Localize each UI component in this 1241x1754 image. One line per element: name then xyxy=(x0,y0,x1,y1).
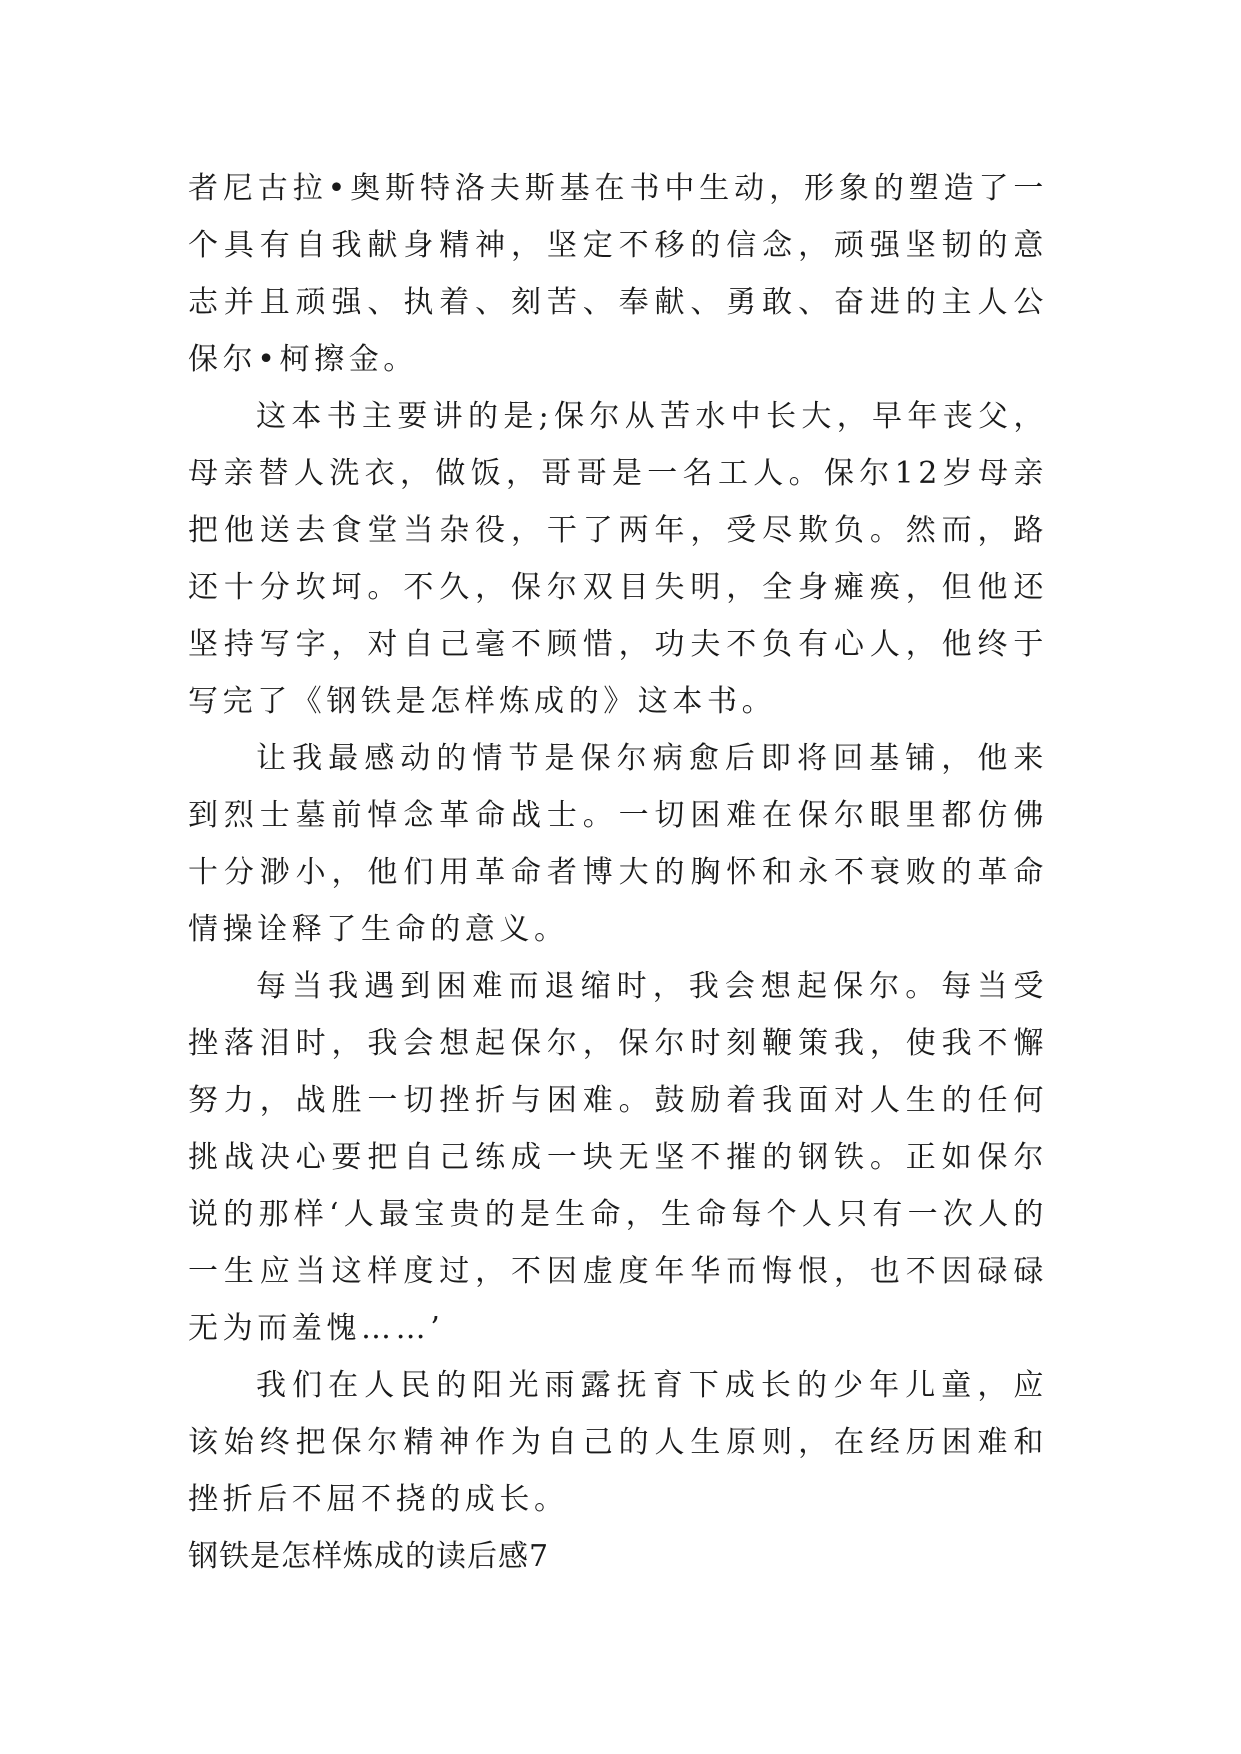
document-body xyxy=(188,160,1048,1585)
paragraph-conclusion: 我们在人民的阳光雨露抚育下成长的少年儿童，应该始终把保尔精神作为自己的人生原则，在经历困难和挫折后不屈不挠的成长。 xyxy=(188,1368,1048,1517)
paragraph-continued: 者尼古拉•奥斯特洛夫斯基在书中生动，形象的塑造了一个具有自我献身精神，坚定不移的信念，顽强坚韧的意志并且顽强、执着、刻苦、奉献、勇敢、奋进的主人公保尔•柯擦金。 xyxy=(188,171,1048,377)
paragraph-personal-reflection: 每当我遇到困难而退缩时，我会想起保尔。每当受挫落泪时，我会想起保尔，保尔时刻鞭策我，使我不懈努力，战胜一切挫折与困难。鼓励着我面对人生的任何挑战决心要把自己练成一块无坚不摧的钢铁。正如保尔说的那样‘人最宝贵的是生命，生命每个人只有一次人的一生应当这样度过，不因虚度年华而悔恨，也不因碌碌无为而羞愧……’ xyxy=(188,969,1048,1346)
section-heading: 钢铁是怎样炼成的读后感7 xyxy=(188,1539,550,1574)
paragraph-plot-summary: 这本书主要讲的是;保尔从苦水中长大，早年丧父，母亲替人洗衣，做饭，哥哥是一名工人。保尔12岁母亲把他送去食堂当杂役，干了两年，受尽欺负。然而，路还十分坎坷。不久，保尔双目失明，全身瘫痪，但他还坚持写字，对自己毫不顾惜，功夫不负有心人，他终于写完了《钢铁是怎样炼成的》这本书。 xyxy=(188,399,1048,719)
paragraph-moving-scene: 让我最感动的情节是保尔病愈后即将回基铺，他来到烈士墓前悼念革命战士。一切困难在保尔眼里都仿佛十分渺小，他们用革命者博大的胸怀和永不衰败的革命情操诠释了生命的意义。 xyxy=(188,741,1048,947)
